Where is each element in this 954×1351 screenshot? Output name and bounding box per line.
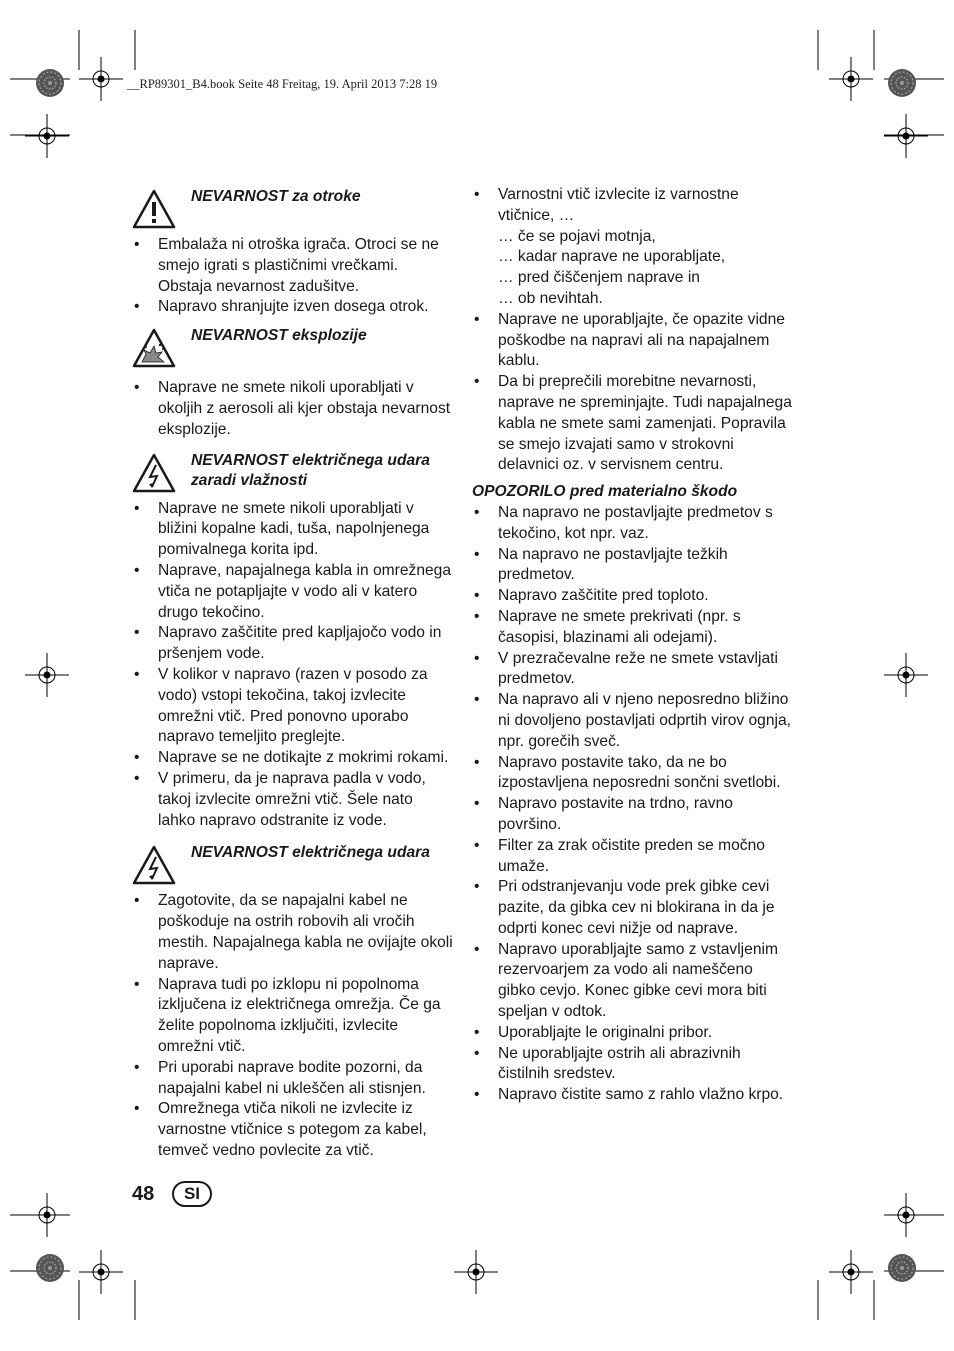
warning-triangle-icon [132, 189, 176, 229]
page-number: 48 [132, 1183, 155, 1205]
bullet-list [472, 503, 794, 1106]
trim-line-bottom-left [10, 1215, 135, 1320]
list-item: • Zagotovite, da se napajalni kabel ne poškoduje na ostrih robovih ali vročih mestih. Napajalnega kabla ne ovijajte okoli naprave. [132, 891, 454, 974]
crosshair-mark-middle-left [25, 653, 69, 697]
list-item: • V prezračevalne reže ne smete vstavljati predmetov. [472, 649, 794, 691]
crosshair-mark-top-right-lower [884, 114, 928, 158]
warning-electric-moisture [132, 449, 454, 493]
bullet-list [472, 310, 794, 476]
list-item: • Napravo shranjujte izven dosega otrok. [132, 297, 454, 318]
print-file-info: __RP89301_B4.book Seite 48 Freitag, 19. April 2013 7:28 19 [127, 77, 438, 91]
list-item: • Naprave ne smete nikoli uporabljati v bližini kopalne kadi, tuša, napolnjenega pomivalnega korita ipd. [132, 499, 454, 561]
list-item: • Pri odstranjevanju vode prek gibke cevi pazite, da gibka cev ni blokirana in da je odprti konec cevi nižje od naprave. [472, 877, 794, 939]
bullet-list [132, 235, 454, 318]
list-item: • Napravo uporabljajte samo z vstavljenim rezervoarjem za vodo ali nameščeno gibko cevjo. Konec gibke cevi mora biti speljan v odtok. [472, 940, 794, 1023]
crosshair-mark-bottom-right [829, 1250, 873, 1294]
color-wheel-mark-bottom-left [36, 1254, 64, 1282]
bullet-list [132, 891, 454, 1161]
crosshair-mark-top-right [829, 57, 873, 101]
list-item: • Filter za zrak očistite preden se močno umaže. [472, 836, 794, 878]
crosshair-mark-bottom-left [79, 1250, 123, 1294]
plug-subitems [472, 227, 794, 310]
list-item: • Napravo zaščitite pred kapljajočo vodo in pršenjem vode. [132, 623, 454, 665]
crosshair-mark-bottom-center [454, 1250, 498, 1294]
list-item: • Na napravo ne postavljajte predmetov s tekočino, kot npr. vaz. [472, 503, 794, 545]
crosshair-mark-bottom-right-upper [884, 1193, 928, 1237]
lightning-triangle-icon [132, 453, 176, 493]
list-item: • Napravo postavite tako, da ne bo izpostavljena neposredni sončni svetlobi. [472, 753, 794, 795]
plug-bullet-text: Varnostni vtič izvlecite iz varnostne vtičnice, … [498, 186, 739, 224]
list-item: • Embalaža ni otroška igrača. Otroci se ne smejo igrati s plastičnimi vrečkami. Obstaja nevarnost zadušitve. [132, 235, 454, 297]
list-item: • Napravo čistite samo z rahlo vlažno krpo. [472, 1085, 794, 1106]
section-title: OPOZORILO pred materialno škodo [472, 483, 738, 501]
list-item: • V kolikor v napravo (razen v posodo za vodo) vstopi tekočina, takoj izvlecite omrežni vtič. Pred ponovno uporabo napravo temeljito preglejte. [132, 665, 454, 748]
list-item: • Da bi preprečili morebitne nevarnosti, naprave ne spreminjajte. Tudi napajalnega kabla ne smete sami zamenjati. Popravila se smejo izvajati samo v strokovni delavnici oz. v servisnem centru. [472, 372, 794, 476]
crosshair-mark-bottom-left-upper [25, 1193, 69, 1237]
list-item: • Napravo zaščitite pred toploto. [472, 586, 794, 607]
list-item: • Uporabljajte le originalni pribor. [472, 1023, 794, 1044]
sub-item: … pred čiščenjem naprave in [498, 269, 700, 287]
warning-explosion [132, 324, 454, 372]
sub-item: … ob nevihtah. [498, 289, 603, 307]
language-badge: SI [172, 1181, 212, 1207]
color-wheel-mark-bottom-right [888, 1254, 916, 1282]
list-item: • Naprave ne smete nikoli uporabljati v okoljih z aerosoli ali kjer obstaja nevarnost eksplozije. [132, 378, 454, 440]
bullet-list [132, 499, 454, 832]
lightning-triangle-icon [132, 845, 176, 885]
trim-line-top-left [0, 30, 135, 135]
trim-line-bottom-right [818, 1215, 944, 1320]
crosshair-mark-top-left-lower [25, 114, 69, 158]
sub-item: … če se pojavi motnja, [498, 227, 656, 245]
list-item: • V primeru, da je naprava padla v vodo, takoj izvlecite omrežni vtič. Šele nato lahko napravo odstranite iz vode. [132, 769, 454, 831]
list-item: • Pri uporabi naprave bodite pozorni, da napajalni kabel ni ukleščen ali stisnjen. [132, 1058, 454, 1100]
bullet-list [472, 185, 794, 227]
trim-line-top-right [818, 30, 944, 135]
list-item: • Naprava tudi po izklopu ni popolnoma izključena iz električnega omrežja. Če ga želite popolnoma izključiti, izvlecite omrežni vtič. [132, 975, 454, 1058]
list-item: • Omrežnega vtiča nikoli ne izvlecite iz varnostne vtičnice s potegom za kabel, temveč vedno povlecite za vtič. [132, 1099, 454, 1161]
list-item: • Naprave ne uporabljajte, če opazite vidne poškodbe na napravi ali na napajalnem kablu. [472, 310, 794, 372]
warning-title: NEVARNOST električnega udara zaradi vlažnosti [191, 451, 430, 489]
bullet-list [132, 378, 454, 440]
right-column [472, 185, 794, 1112]
color-wheel-mark-top-right [888, 69, 916, 97]
explosion-triangle-icon [132, 328, 176, 368]
color-wheel-mark-top-left [36, 69, 64, 97]
warning-title: NEVARNOST za otroke [191, 188, 361, 205]
sub-item: … kadar naprave ne uporabljate, [498, 248, 726, 266]
list-item: • Ne uporabljajte ostrih ali abrazivnih čistilnih sredstev. [472, 1044, 794, 1086]
left-column [132, 185, 454, 1168]
warning-title: NEVARNOST eksplozije [191, 327, 367, 345]
list-item: • Napravo postavite na trdno, ravno površino. [472, 794, 794, 836]
warning-electric [132, 841, 454, 885]
warning-title: NEVARNOST električnega udara [191, 844, 430, 862]
list-item: • Naprave se ne dotikajte z mokrimi rokami. [132, 748, 454, 769]
crosshair-mark-middle-right [884, 653, 928, 697]
list-item [472, 185, 794, 227]
list-item: • Na napravo ne postavljajte težkih predmetov. [472, 545, 794, 587]
list-item: • Na napravo ali v njeno neposredno bližino ni dovoljeno postavljati odprtih virov ognja, npr. gorečih sveč. [472, 690, 794, 752]
list-item: • Naprave, napajalnega kabla in omrežnega vtiča ne potapljajte v vodo ali v katero drugo tekočino. [132, 561, 454, 623]
list-item: • Naprave ne smete prekrivati (npr. s časopisi, blazinami ali odejami). [472, 607, 794, 649]
crosshair-mark-top-left [79, 57, 123, 101]
warning-children [132, 185, 454, 229]
